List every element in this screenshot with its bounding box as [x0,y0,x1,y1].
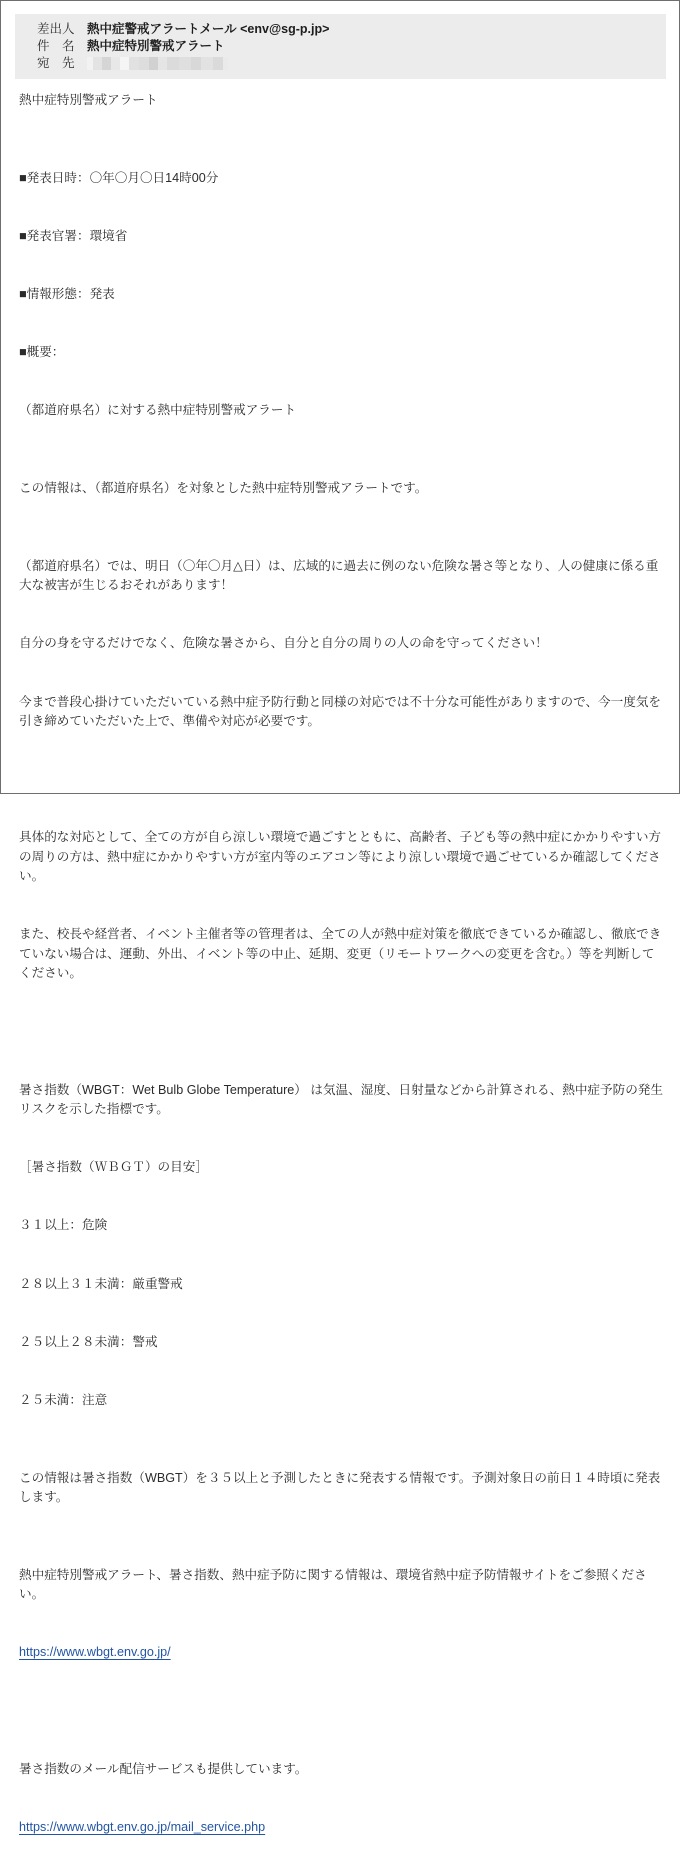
body-wbgt-block [19,1042,667,1450]
header-row-recipient [15,55,666,72]
warning-line-3: 今まで普段心掛けていただいている熱中症予防行動と同様の対応では不十分な可能性がありますので、今一度気を引き締めていただいた上で、準備や対応が必要です。 [19,694,662,728]
wbgt-level-danger: ３１以上：危険 [19,1218,108,1233]
body-reference-block [19,1527,667,1702]
header-value-sender: 熱中症警戒アラートメール <env@sg-p.jp> [87,22,330,36]
mail-service-link[interactable]: https://www.wbgt.env.go.jp/mail_service.php [19,1820,266,1835]
meta-datetime: ■発表日時：〇年〇月〇日14時00分 [19,170,219,185]
body-warning-block [19,518,667,770]
header-label-recipient: 宛 先 [37,56,75,70]
meta-summary-value: （都道府県名）に対する熱中症特別警戒アラート [19,403,297,418]
header-label-sender: 差出人 [37,22,75,36]
header-value-subject: 熱中症特別警戒アラート [87,39,225,53]
warning-line-2: 自分の身を守るだけでなく、危険な暑さから、自分と自分の周りの人の命を守ってください！ [19,636,548,651]
meta-office: ■発表官署：環境省 [19,228,128,243]
mail-service-link-line [19,1818,667,1837]
wbgt-level-severe-warning: ２８以上３１未満：厳重警戒 [19,1276,183,1291]
meta-info-type: ■情報形態：発表 [19,287,115,302]
header-row-subject [15,38,666,55]
email-body [19,91,667,1876]
actions-line-1: 具体的な対応として、全ての方が自ら涼しい環境で過ごすとともに、高齢者、子ども等の熱中症にかかりやすい方の周りの方は、熱中症にかかりやすい方が室内等のエアコン等により涼しい環境で過ごせているか確認してください。 [19,830,662,884]
body-actions-block [19,790,667,1023]
body-meta-block [19,130,667,460]
body-mail-service-block [19,1721,667,1876]
reference-text: 熱中症特別警戒アラート、暑さ指数、熱中症予防に関する情報は、環境省熱中症予防情報サイトをご参照ください。 [19,1567,647,1602]
actions-line-2: また、校長や経営者、イベント主催者等の管理者は、全ての人が熱中症対策を徹底できているか確認し、徹底できていない場合は、運動、外出、イベント等の中止、延期、変更（リモートワークへの変更を含む。）等を判断してください。 [19,927,662,981]
redacted-recipient-block [87,57,228,70]
mail-service-text: 暑さ指数のメール配信サービスも提供しています。 [19,1761,308,1776]
reference-link-line [19,1643,667,1662]
body-issuance: この情報は暑さ指数（WBGT）を３５以上と予測したときに発表する情報です。予測対象日の前日１４時頃に発表します。 [19,1470,661,1505]
warning-line-1: （都道府県名）では、明日（〇年〇月△日）は、広域的に過去に例のない危険な暑さ等となり、人の健康に係る重大な被害が生じるおそれがあります！ [19,558,659,593]
wbgt-scale-heading: ［暑さ指数（ＷＢＧＴ）の目安］ [19,1160,208,1175]
wbgt-description: 暑さ指数（WBGT：Wet Bulb Globe Temperature） は気温、湿度、日射量などから計算される、熱中症予防の発生リスクを示した指標です。 [19,1082,663,1117]
header-label-subject: 件 名 [37,39,75,53]
email-header-panel [15,14,666,79]
wbgt-level-caution: ２５未満：注意 [19,1393,108,1408]
body-intro: この情報は、（都道府県名）を対象とした熱中症特別警戒アラートです。 [19,481,428,496]
meta-summary-label: ■概要： [19,345,65,360]
body-title: 熱中症特別警戒アラート [19,93,158,107]
header-row-sender [15,21,666,38]
wbgt-level-warning: ２５以上２８未満：警戒 [19,1334,158,1349]
reference-link[interactable]: https://www.wbgt.env.go.jp/ [19,1645,171,1660]
